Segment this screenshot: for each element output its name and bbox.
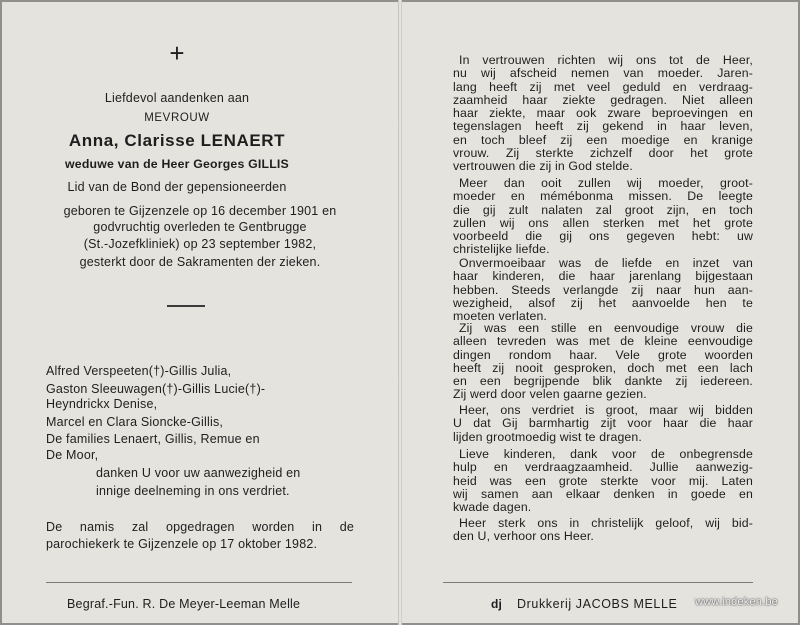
family-line: De families Lenaert, Gillis, Remue en <box>46 432 260 446</box>
paragraph-line: Lieve kinderen, dank voor de onbegrensde <box>459 448 753 461</box>
widow-line: weduwe van de Heer Georges GILLIS <box>65 157 289 171</box>
paragraph-line: vertrouwen die zij in God stelde. <box>453 160 633 174</box>
paragraph-line: heid was een grote sterkte voor mij. Laten <box>453 474 753 488</box>
family-line: Alfred Verspeeten(†)-Gillis Julia, <box>46 364 232 378</box>
deceased-name: Anna, Clarisse LENAERT <box>68 131 286 150</box>
paragraph-line: den U, verhoor ons Heer. <box>453 530 594 544</box>
card-fold <box>398 0 402 625</box>
paragraph-line: nu wij afscheid nemen van moeder. Jaren- <box>453 67 753 81</box>
paragraph-line: tegenslagen heeft zij gekend in haar leven, <box>453 120 753 134</box>
funeral-home: Begraf.-Fun. R. De Meyer-Leeman Melle <box>67 597 301 611</box>
family-line: Heyndrickx Denise, <box>46 397 158 411</box>
memorial-paragraph <box>453 322 753 402</box>
thanks-line: innige deelneming in ons verdriet. <box>96 484 290 498</box>
footer-rule <box>443 582 753 583</box>
intro-line: Liefdevol aandenken aan <box>104 91 250 105</box>
paragraph-line: In vertrouwen richten wij ons tot de Heer, <box>459 54 753 67</box>
printer-name: Drukkerij JACOBS MELLE <box>517 597 678 611</box>
family-line: Gaston Sleeuwagen(†)-Gillis Lucie(†)- <box>46 382 266 396</box>
paragraph-line: moeder en mémébonma missen. De leegte <box>453 190 753 204</box>
paragraph-line: lang heeft zij met veel geduld en verdraag- <box>453 80 753 94</box>
membership-line: Lid van de Bond der gepensioneerden <box>67 180 287 194</box>
separator-rule <box>167 305 205 307</box>
memorial-paragraph <box>453 448 753 514</box>
memorial-paragraph <box>453 54 753 174</box>
paragraph-line: haar ziekte, maar ook zware beproevingen en <box>453 107 753 121</box>
mass-line: parochiekerk te Gijzenzele op 17 oktober 1982. <box>46 537 318 551</box>
paragraph-line: Zij werd door velen gaarne gezien. <box>453 388 647 402</box>
paragraph-line: kwade dagen. <box>453 501 532 515</box>
paragraph-line: U dat Gij barmhartig zijt voor haar die haar <box>453 417 753 431</box>
bio-line: gesterkt door de Sakramenten der zieken. <box>79 255 321 269</box>
paragraph-line: zaamheid haar ziekte gedragen. Niet alleen <box>453 93 753 107</box>
paragraph-line: alleen tevreden was met de kleine eenvoudige <box>453 335 753 349</box>
paragraph-line: vrouw. Zij sterkte zichzelf door het grote <box>453 147 753 161</box>
bio-line: (St.-Jozefkliniek) op 23 september 1982, <box>83 237 317 251</box>
thanks-line: danken U voor uw aanwezigheid en <box>96 466 301 480</box>
paragraph-line: moeten verlaten. <box>453 310 547 324</box>
paragraph-line: haar kinderen, die haar jarenlang bijgestaan <box>453 270 753 284</box>
memorial-paragraph <box>453 404 753 444</box>
paragraph-line: die gij zult nalaten zal groot zijn, en toch <box>453 203 753 217</box>
paragraph-line: wij samen aan elkaar denken in goede en <box>453 487 753 501</box>
bio-line: godvruchtig overleden te Gentbrugge <box>93 220 307 234</box>
paragraph-line: dingen rondom haar. Vele grote woorden <box>453 348 753 362</box>
paragraph-line: wezigheid, alsof zij het aanvoelde hen te <box>453 296 753 310</box>
footer-rule <box>46 582 352 583</box>
salutation: MEVROUW <box>144 112 210 124</box>
memorial-paragraph <box>453 177 753 257</box>
paragraph-line: en toch bleef zij een moedige en kranige <box>453 133 753 147</box>
paragraph-line: Onvermoeibaar was de liefde en inzet van <box>459 257 753 270</box>
bio-line: geboren te Gijzenzele op 16 december 1901 en <box>63 204 337 218</box>
paragraph-line: hulp en verdraagzaamheid. Jullie aanwezig- <box>453 461 753 475</box>
mass-line: De namis zal opgedragen worden in de <box>46 520 354 534</box>
memorial-paragraph <box>453 257 753 323</box>
paragraph-line: en een begrijpende blik dankte zij iedereen. <box>453 375 753 389</box>
memorial-paragraph <box>453 517 753 544</box>
family-line: De Moor, <box>46 448 99 462</box>
cross-icon: + <box>169 38 185 68</box>
paragraph-line: hebben. Steeds verlangde zij naar hun aan- <box>453 283 753 297</box>
family-line: Marcel en Clara Sioncke-Gillis, <box>46 415 224 429</box>
paragraph-line: Meer dan ooit zullen wij moeder, groot- <box>459 177 753 190</box>
paragraph-line: christelijke liefde. <box>453 243 550 257</box>
paragraph-line: zullen wij ons allen sterken met het grote <box>453 216 753 230</box>
paragraph-line: voorbeeld die gij ons gegeven hebt: uw <box>453 230 753 244</box>
paragraph-line: heeft zij nooit gesproken, doch met een lach <box>453 361 753 375</box>
watermark: www.indeken.be <box>695 596 778 608</box>
paragraph-line: lijden grootmoedig wist te dragen. <box>453 430 642 444</box>
paragraph-line: Zij was een stille en eenvoudige vrouw die <box>459 322 753 335</box>
printer-mark: dj <box>491 597 503 611</box>
paragraph-line: Heer, ons verdriet is groot, maar wij bidden <box>459 404 753 417</box>
paragraph-line: Heer sterk ons in christelijk geloof, wij bid- <box>459 517 753 530</box>
